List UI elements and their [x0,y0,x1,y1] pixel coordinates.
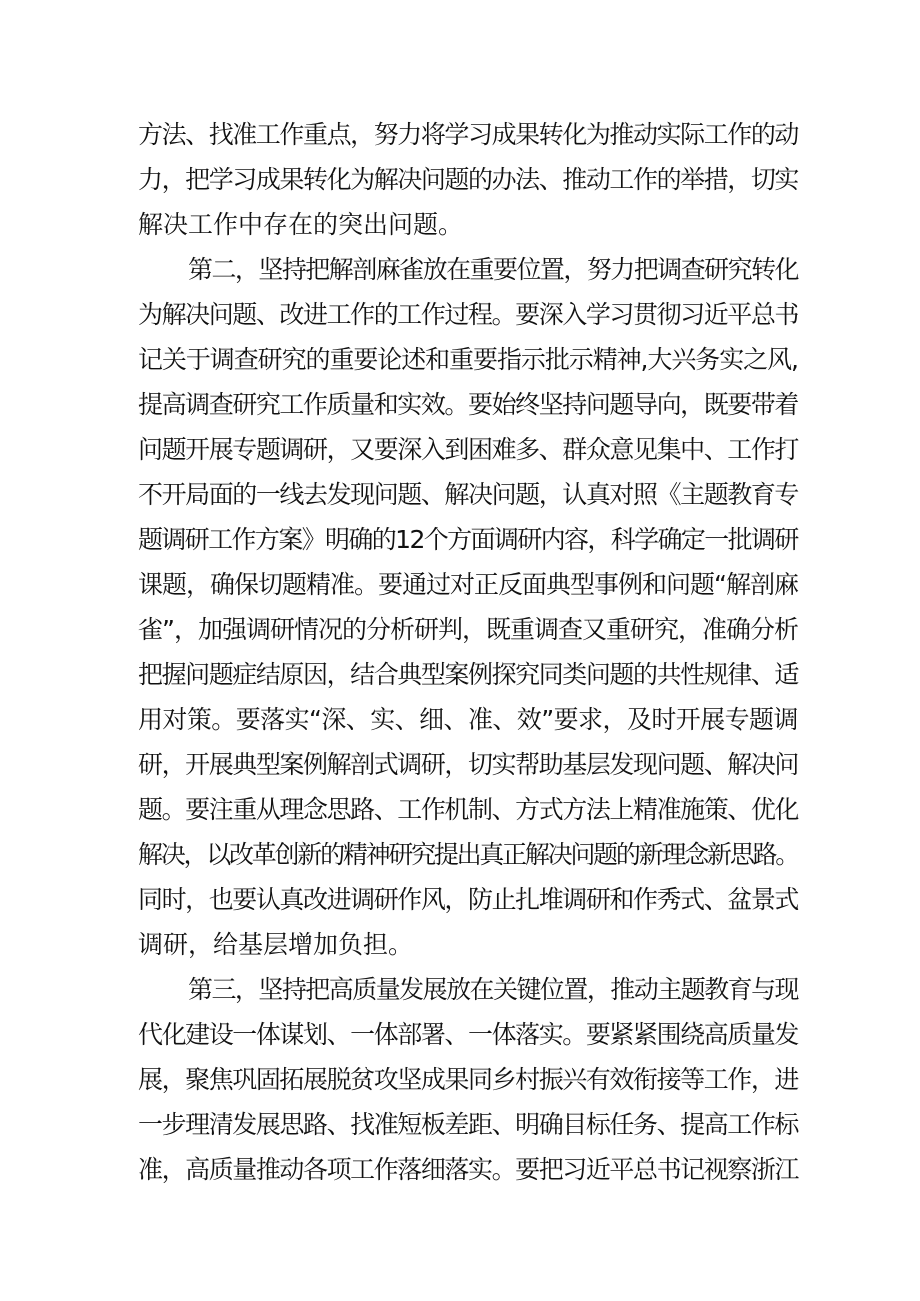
paragraph-2-line-8: 课题，确保切题精准。要通过对正反面典型事例和问题“解剖麻 [138,570,798,599]
paragraph-3-line-1: 第三，坚持把高质量发展放在关键位置，推动主题教育与现 [188,975,799,1004]
paragraph-3-line-2: 代化建设一体谋划、一体部署、一体落实。要紧紧围绕高质量发 [138,1020,799,1049]
paragraph-3-line-3: 展，聚焦巩固拓展脱贫攻坚成果同乡村振兴有效衔接等工作，进 [138,1065,799,1094]
paragraph-2-line-14: 解决，以改革创新的精神研究提出真正解决问题的新理念新思路。 [138,840,799,869]
paragraph-2-line-11: 用对策。要落实“深、实、细、准、效”要求，及时开展专题调 [138,705,798,734]
paragraph-2-line-10: 把握问题症结原因，结合典型案例探究同类问题的共性规律、适 [138,660,799,689]
paragraph-2-line-5: 问题开展专题调研，又要深入到困难多、群众意见集中、工作打 [138,435,799,464]
paragraph-1-line-3: 解决工作中存在的突出问题。 [138,210,464,239]
paragraph-2-line-7: 题调研工作方案》明确的12个方面调研内容，科学确定一批调研 [138,525,798,554]
paragraph-3-line-4: 一步理清发展思路、找准短板差距、明确目标任务、提高工作标 [138,1110,799,1139]
paragraph-2-line-4: 提高调查研究工作质量和实效。要始终坚持问题导向，既要带着 [138,390,799,419]
paragraph-2-line-3: 记关于调查研究的重要论述和重要指示批示精神,大兴务实之风, [138,345,798,374]
paragraph-2-line-15: 同时，也要认真改进调研作风，防止扎堆调研和作秀式、盆景式 [138,885,799,914]
paragraph-2-line-9: 雀”，加强调研情况的分析研判，既重调查又重研究，准确分析 [138,615,798,644]
paragraph-2-line-16: 调研，给基层增加负担。 [138,930,414,959]
paragraph-2-line-1: 第二，坚持把解剖麻雀放在重要位置，努力把调查研究转化 [188,255,799,284]
paragraph-1-line-2: 力，把学习成果转化为解决问题的办法、推动工作的举措，切实 [138,165,799,194]
paragraph-3-line-5: 准，高质量推动各项工作落细落实。要把习近平总书记视察浙江 [138,1155,799,1184]
paragraph-2-line-12: 研，开展典型案例解剖式调研，切实帮助基层发现问题、解决问 [138,750,799,779]
paragraph-1-line-1: 方法、找准工作重点，努力将学习成果转化为推动实际工作的动 [138,120,799,149]
paragraph-2-line-13: 题。要注重从理念思路、工作机制、方式方法上精准施策、优化 [138,795,799,824]
paragraph-2-line-6: 不开局面的一线去发现问题、解决问题，认真对照《主题教育专 [138,480,799,509]
paragraph-2-line-2: 为解决问题、改进工作的工作过程。要深入学习贯彻习近平总书 [138,300,799,329]
